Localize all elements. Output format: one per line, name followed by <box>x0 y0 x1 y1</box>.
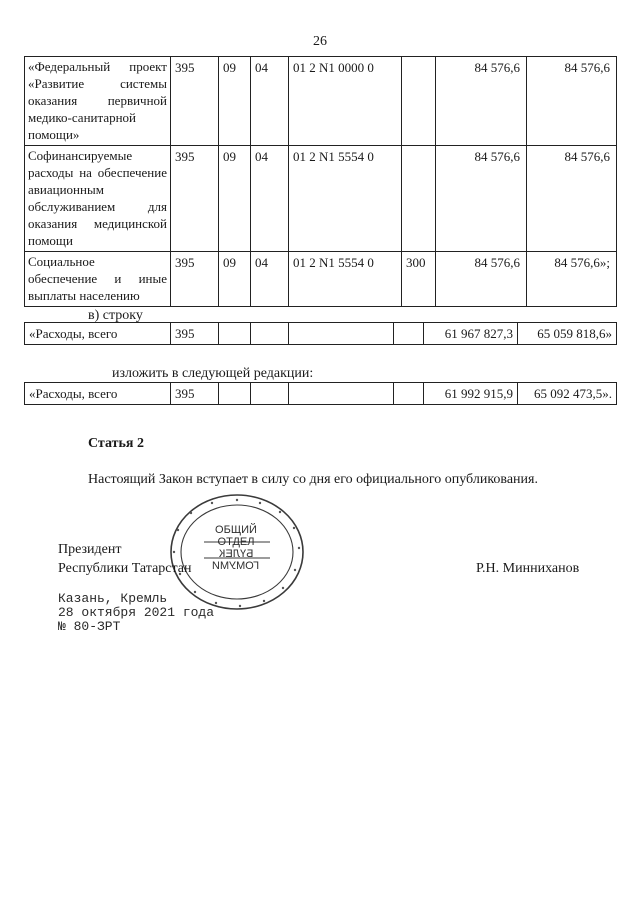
csr-cell <box>289 323 394 345</box>
pr-cell <box>251 383 289 405</box>
pr-cell: 04 <box>251 252 289 307</box>
ved-cell: 395 <box>171 383 219 405</box>
budget-table <box>24 56 617 307</box>
old-total-row <box>24 322 617 345</box>
rz-cell <box>219 323 251 345</box>
sum-2023-cell: 84 576,6»; <box>527 252 617 307</box>
pr-cell <box>251 323 289 345</box>
csr-cell: 01 2 N1 5554 0 <box>289 252 402 307</box>
instruction-text: изложить в следующей редакции: <box>112 366 314 381</box>
article-text: Настоящий Закон вступает в силу со дня его официального опубликования. <box>88 472 538 487</box>
page-number: 26 <box>313 34 327 49</box>
row-name: «Федеральный проект «Развитие системы оказания первичной медико-санитарной помощи» <box>25 57 171 146</box>
signatory-title: Президент Республики Татарстан <box>58 542 192 576</box>
table-row <box>25 383 617 405</box>
sum-2023-cell: 65 059 818,6» <box>518 323 617 345</box>
ved-cell: 395 <box>171 146 219 252</box>
row-name: «Расходы, всего <box>25 383 171 405</box>
table-row <box>25 146 617 252</box>
issue-place: Казань, Кремль <box>58 591 168 606</box>
csr-cell: 01 2 N1 5554 0 <box>289 146 402 252</box>
article-heading: Статья 2 <box>88 436 144 451</box>
rz-cell: 09 <box>219 146 251 252</box>
csr-cell <box>289 383 394 405</box>
issue-number: № 80-ЗРТ <box>58 619 121 634</box>
row-name: Софинансируемые расходы на обеспечение авиационным обслуживанием для оказания медицинской помощи <box>25 146 171 252</box>
new-total-row <box>24 382 617 405</box>
csr-cell: 01 2 N1 0000 0 <box>289 57 402 146</box>
seal-text: ОБЩИЙ ОТДЕЛ БҮЛЕК ГОМУМИ <box>212 524 260 572</box>
vr-cell <box>402 57 436 146</box>
signatory-name: Р.Н. Минниханов <box>476 561 580 576</box>
row-name: «Расходы, всего <box>25 323 171 345</box>
row-name: Социальное обеспечение и иные выплаты населению <box>25 252 171 307</box>
sum-2022-cell: 61 992 915,9 <box>424 383 518 405</box>
rz-cell <box>219 383 251 405</box>
sum-2023-cell: 65 092 473,5». <box>518 383 617 405</box>
ved-cell: 395 <box>171 57 219 146</box>
vr-cell <box>394 383 424 405</box>
table-row <box>25 57 617 146</box>
rz-cell: 09 <box>219 57 251 146</box>
vr-cell: 300 <box>402 252 436 307</box>
vr-cell <box>402 146 436 252</box>
sum-2022-cell: 84 576,6 <box>436 57 527 146</box>
sum-2023-cell: 84 576,6 <box>527 146 617 252</box>
sum-2023-cell: 84 576,6 <box>527 57 617 146</box>
sum-2022-cell: 61 967 827,3 <box>424 323 518 345</box>
ved-cell: 395 <box>171 252 219 307</box>
instruction-text: в) строку <box>88 308 143 323</box>
sum-2022-cell: 84 576,6 <box>436 146 527 252</box>
pr-cell: 04 <box>251 57 289 146</box>
rz-cell: 09 <box>219 252 251 307</box>
ved-cell: 395 <box>171 323 219 345</box>
pr-cell: 04 <box>251 146 289 252</box>
table-row <box>25 323 617 345</box>
issue-details <box>58 592 214 634</box>
issue-date: 28 октября 2021 года <box>58 605 215 620</box>
vr-cell <box>394 323 424 345</box>
table-row <box>25 252 617 307</box>
sum-2022-cell: 84 576,6 <box>436 252 527 307</box>
